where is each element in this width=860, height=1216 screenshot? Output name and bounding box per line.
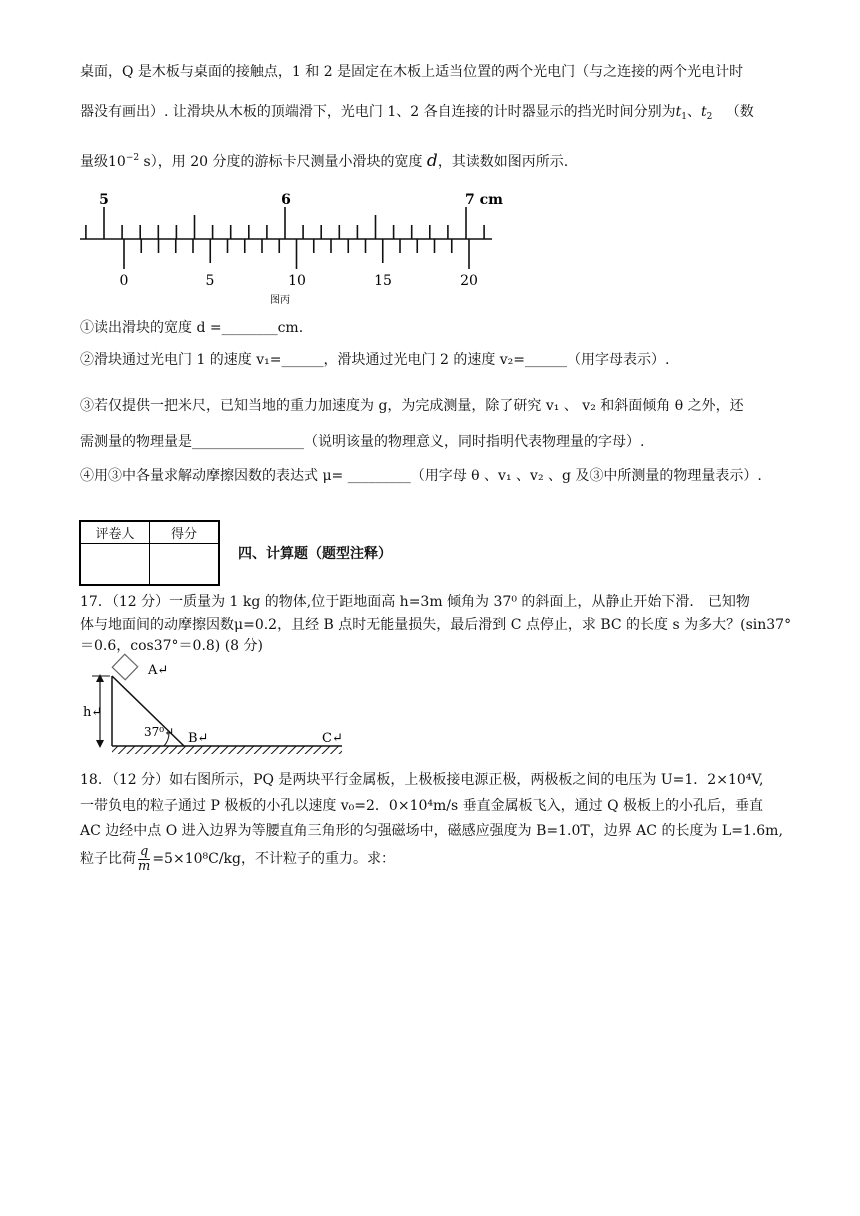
problem-17-line-2: 体与地面间的动摩擦因数μ=0.2，且经 B 点时无能量损失，最后滑到 C 点停止，求 BC 的长度 s 为多大？(sin37°	[80, 617, 792, 633]
main-scale-label-7cm: 7 cm	[465, 192, 503, 208]
label-a: A↵	[148, 663, 169, 678]
intro-line-1: 桌面，Q 是木板与桌面的接触点，1 和 2 是固定在木板上适当位置的两个光电门（与之连接的两个光电计时	[80, 64, 744, 80]
vernier-label-0: 0	[119, 273, 129, 289]
question-3-line-1: ③若仅提供一把米尺，已知当地的重力加速度为 g，为完成测量，除了研究 v₁ 、 v₂ 和斜面倾角 θ 之外，还	[80, 398, 744, 414]
problem-18-line-4: 粒子比荷 $\frac{q}{m}$ =5×10⁸C/kg，不计粒子的重力。求：	[80, 843, 395, 874]
score-table-grader-cell	[80, 544, 150, 586]
score-table-score-cell	[150, 544, 220, 586]
label-angle: 37⁰↵	[144, 725, 175, 739]
vernier-label-20: 20	[460, 273, 478, 289]
label-b: B↵	[188, 731, 209, 746]
question-1: ①读出滑块的宽度 d =________cm.	[80, 320, 304, 336]
problem-17-line-1: 17．（12 分）一质量为 1 kg 的物体,位于距地面高 h=3m 倾角为 37⁰ 的斜面上，从静止开始下滑． 已知物	[80, 594, 750, 610]
score-table-grader-header: 评卷人	[80, 521, 150, 544]
problem-18-line-1: 18．（12 分）如右图所示，PQ 是两块平行金属板，上极板接电源正极，两极板之间的电压为 U=1．2×10⁴V,	[80, 772, 764, 788]
main-scale-label-6: 6	[281, 192, 291, 208]
incline-figure	[80, 656, 350, 756]
problem-17-line-3: ＝0.6，cos37°＝0.8) (8 分)	[80, 638, 263, 654]
section-heading: 四、计算题（题型注释）	[238, 546, 392, 562]
vernier-label-15: 15	[374, 273, 392, 289]
question-2: ②滑块通过光电门 1 的速度 v₁=______，滑块通过光电门 2 的速度 v₂=______（用字母表示）.	[80, 352, 670, 368]
question-4: ④用③中各量求解动摩擦因数的表达式 μ= _________（用字母 θ 、v₁ 、v₂ 、g 及③中所测量的物理量表示）.	[80, 468, 762, 484]
score-table-score-header: 得分	[150, 521, 220, 544]
vernier-label-5: 5	[205, 273, 215, 289]
question-3-line-2: 需测量的物理量是________________（说明该量的物理意义，同时指明代表物理量的字母）.	[80, 434, 645, 450]
label-c: C↵	[322, 731, 343, 746]
label-h: h↵	[83, 705, 103, 720]
vernier-caliper-figure	[76, 186, 503, 308]
main-scale-label-5: 5	[99, 192, 109, 208]
figure-caption: 图丙	[270, 295, 290, 306]
problem-18-line-3: AC 边经中点 O 进入边界为等腰直角三角形的匀强磁场中，磁感应强度为 B=1.0T，边界 AC 的长度为 L=1.6m,	[80, 823, 783, 839]
charge-mass-ratio-fraction: $\frac{q}{m}$	[138, 843, 151, 874]
score-table	[79, 520, 220, 586]
problem-18-line-2: 一带负电的粒子通过 P 极板的小孔以速度 v₀=2．0×10⁴m/s 垂直金属板飞入，通过 Q 极板上的小孔后，垂直	[80, 798, 763, 814]
intro-line-2: 器没有画出）. 让滑块从木板的顶端滑下，光电门 1、2 各自连接的计时器显示的挡光时间分别为$t_1$、$t_2$ （数	[80, 104, 754, 122]
vernier-label-10: 10	[288, 273, 306, 289]
intro-line-3: 量级$10^{-2}$ s），用 20 分度的游标卡尺测量小滑块的宽度 d，其读数如图丙所示.	[80, 151, 569, 171]
